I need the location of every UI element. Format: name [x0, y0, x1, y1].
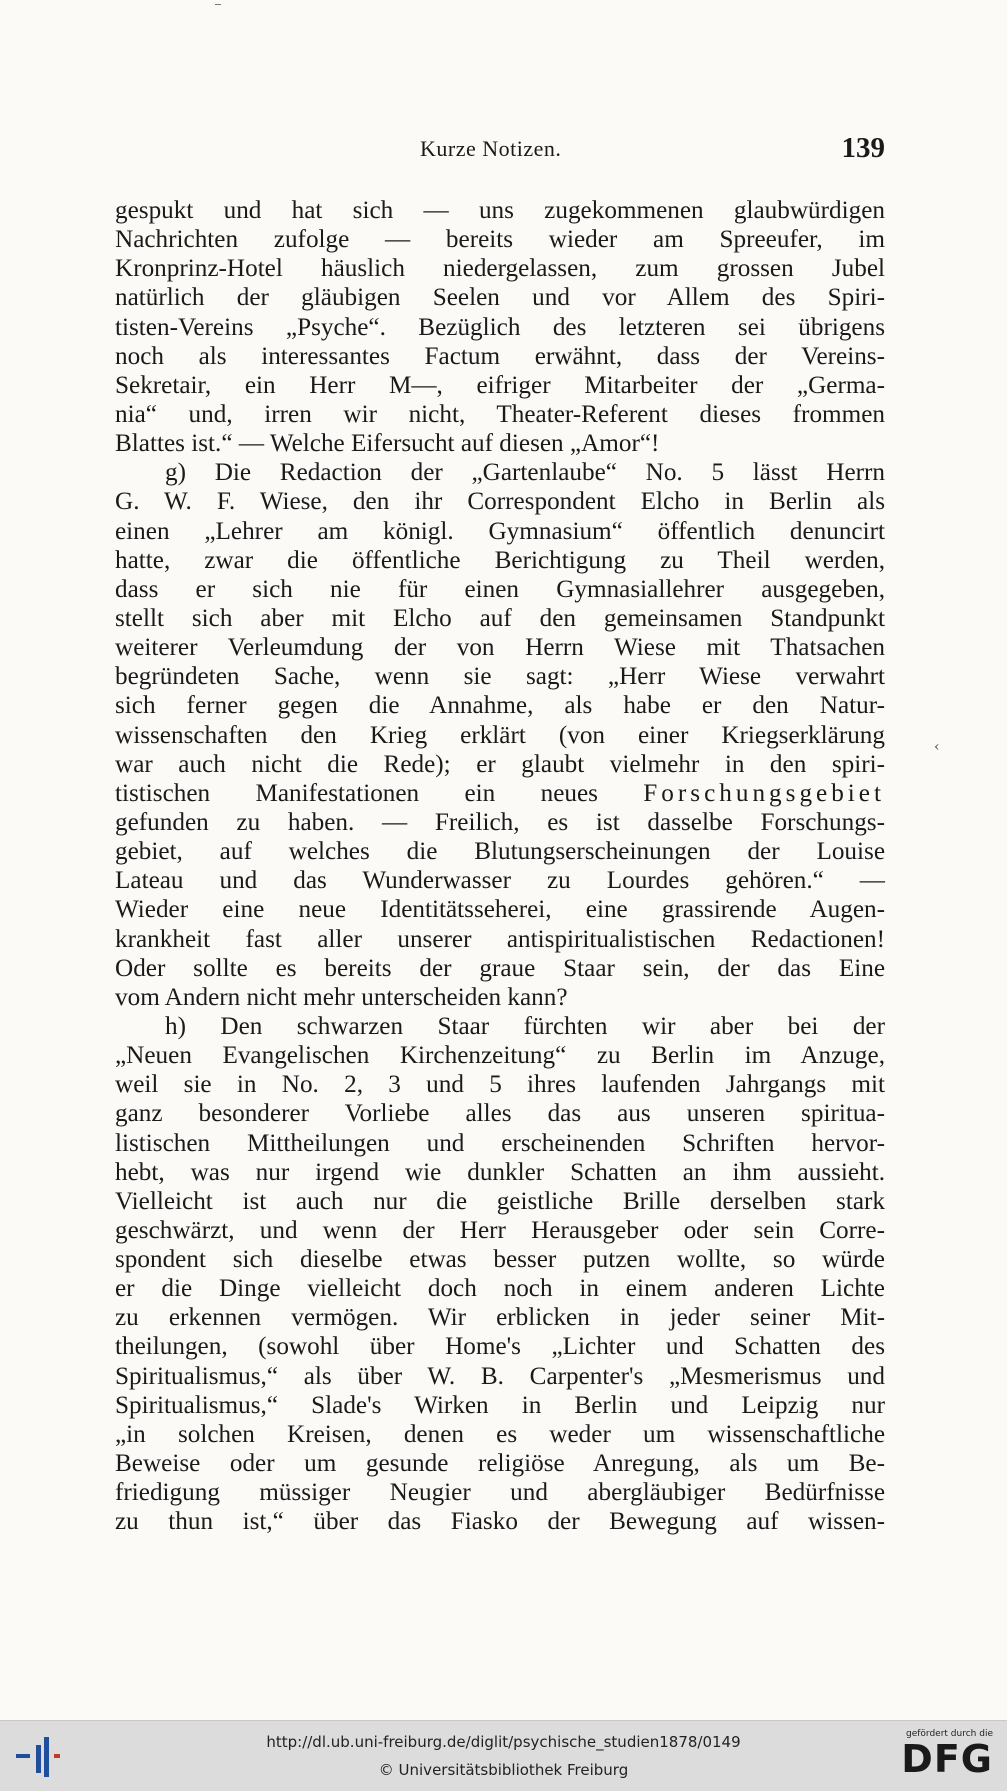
source-url-link[interactable]: http://dl.ub.uni-freiburg.de/diglit/psychische_studien1878/0149: [266, 1733, 741, 1751]
text-line: weiterer Verleumdung der von Herrn Wiese mit Thatsachen: [115, 634, 885, 662]
text-line: Spiritualismus,“ als über W. B. Carpenter's „Mesmerismus und: [115, 1362, 885, 1390]
text-line: stellt sich aber mit Elcho auf den gemeinsamen Standpunkt: [115, 604, 885, 632]
dfg-logo[interactable]: [889, 1729, 993, 1779]
text-line: Nachrichten zufolge — bereits wieder am Spreeufer, im: [115, 226, 885, 254]
body-text: [115, 196, 885, 1536]
text-line: einen „Lehrer am königl. Gymnasium“ öffentlich denuncirt: [115, 517, 885, 545]
paragraph-g-start: g) Die Redaction der „Gartenlaube“ No. 5 lässt Herrn: [165, 459, 885, 487]
text-line: noch als interessantes Factum erwähnt, dass der Vereins-: [115, 342, 885, 370]
text-line: tisten-Vereins „Psyche“. Bezüglich des letzteren sei übrigens: [115, 313, 885, 341]
text-line: weil sie in No. 2, 3 und 5 ihres laufenden Jahrgangs mit: [115, 1071, 885, 1099]
text-fragment: tistischen Manifestationen ein neues: [115, 779, 598, 807]
text-line: „in solchen Kreisen, denen es weder um wissenschaftliche: [115, 1420, 885, 1448]
text-line: zu thun ist,“ über das Fiasko der Bewegung auf wissen-: [115, 1508, 885, 1536]
text-line: gespukt und hat sich — uns zugekommenen glaubwürdigen: [115, 197, 885, 224]
page-header: [115, 132, 885, 176]
text-line: „Neuen Evangelischen Kirchenzeitung“ zu Berlin im Anzuge,: [115, 1042, 885, 1070]
text-line: Lateau und das Wunderwasser zu Lourdes gehören.“ —: [115, 867, 885, 895]
text-line: wissenschaften den Krieg erklärt (von einer Kriegserklärung: [115, 721, 885, 749]
text-line: listischen Mittheilungen und erscheinenden Schriften hervor-: [115, 1129, 885, 1157]
text-line: hatte, zwar die öffentliche Berichtigung zu Theil werden,: [115, 546, 885, 574]
text-line: Oder sollte es bereits der graue Staar sein, der das Eine: [115, 954, 885, 982]
text-line: war auch nicht die Rede); er glaubt vielmehr in den spiri-: [115, 750, 885, 778]
running-head: Kurze Notizen.: [420, 136, 562, 161]
sponsor-wordmark: DFG: [901, 1737, 993, 1781]
viewer-footer: [0, 1720, 1007, 1791]
text-line: [115, 779, 885, 808]
text-line: Spiritualismus,“ Slade's Wirken in Berlin und Leipzig nur: [115, 1391, 885, 1419]
text-line: ganz besonderer Vorliebe alles das aus unseren spiritua-: [115, 1100, 885, 1128]
text-line: Blattes ist.“ — Welche Eifersucht auf diesen „Amor“!: [115, 430, 660, 458]
text-line: natürlich der gläubigen Seelen und vor Allem des Spiri-: [115, 284, 885, 312]
text-line: dass er sich nie für einen Gymnasiallehrer ausgegeben,: [115, 575, 885, 603]
text-line: spondent sich dieselbe etwas besser putzen wollte, so würde: [115, 1246, 885, 1274]
page-tick-mark: [215, 4, 221, 5]
text-line: gebiet, auf welches die Blutungserscheinungen der Louise: [115, 838, 885, 866]
text-line: Wieder eine neue Identitätsseherei, eine grassirende Augen-: [115, 896, 885, 924]
copyright-text: © Universitätsbibliothek Freiburg: [378, 1761, 629, 1779]
text-line: gefunden zu haben. — Freilich, es ist dasselbe Forschungs-: [115, 808, 885, 836]
text-line: Vielleicht ist auch nur die geistliche Brille derselben stark: [115, 1187, 885, 1215]
spaced-term: Forschungsgebiet: [643, 779, 885, 807]
text-line: nia“ und, irren wir nicht, Theater-Referent dieses frommen: [115, 400, 885, 428]
text-line: hebt, was nur irgend wie dunkler Schatten an ihm aussieht.: [115, 1158, 885, 1186]
margin-mark: ‹: [934, 739, 940, 755]
text-line: geschwärzt, und wenn der Herr Herausgeber oder sein Corre-: [115, 1216, 885, 1244]
text-line: Beweise oder um gesunde religiöse Anregung, als um Be-: [115, 1450, 885, 1478]
text-line: Kronprinz-Hotel häuslich niedergelassen, zum grossen Jubel: [115, 255, 885, 283]
sponsor-caption: gefördert durch die: [906, 1729, 993, 1739]
text-line: zu erkennen vermögen. Wir erblicken in jeder seiner Mit-: [115, 1304, 885, 1332]
text-line: krankheit fast aller unserer antispiritualistischen Redactionen!: [115, 925, 885, 953]
text-line: friedigung müssiger Neugier und abergläubiger Bedürfnisse: [115, 1479, 885, 1507]
text-line: Sekretair, ein Herr M—, eifriger Mitarbeiter der „Germa-: [115, 371, 885, 399]
paragraph-h-start: h) Den schwarzen Staar fürchten wir aber bei der: [165, 1012, 885, 1040]
text-line: vom Andern nicht mehr unterscheiden kann?: [115, 983, 568, 1011]
text-line: er die Dinge vielleicht doch noch in einem anderen Lichte: [115, 1275, 885, 1303]
text-line: sich ferner gegen die Annahme, als habe er den Natur-: [115, 692, 885, 720]
page-number: 139: [841, 132, 885, 164]
text-line: theilungen, (sowohl über Home's „Lichter und Schatten des: [115, 1333, 885, 1361]
text-line: begründeten Sache, wenn sie sagt: „Herr Wiese verwahrt: [115, 663, 885, 691]
text-line: G. W. F. Wiese, den ihr Correspondent Elcho in Berlin als: [115, 488, 885, 516]
